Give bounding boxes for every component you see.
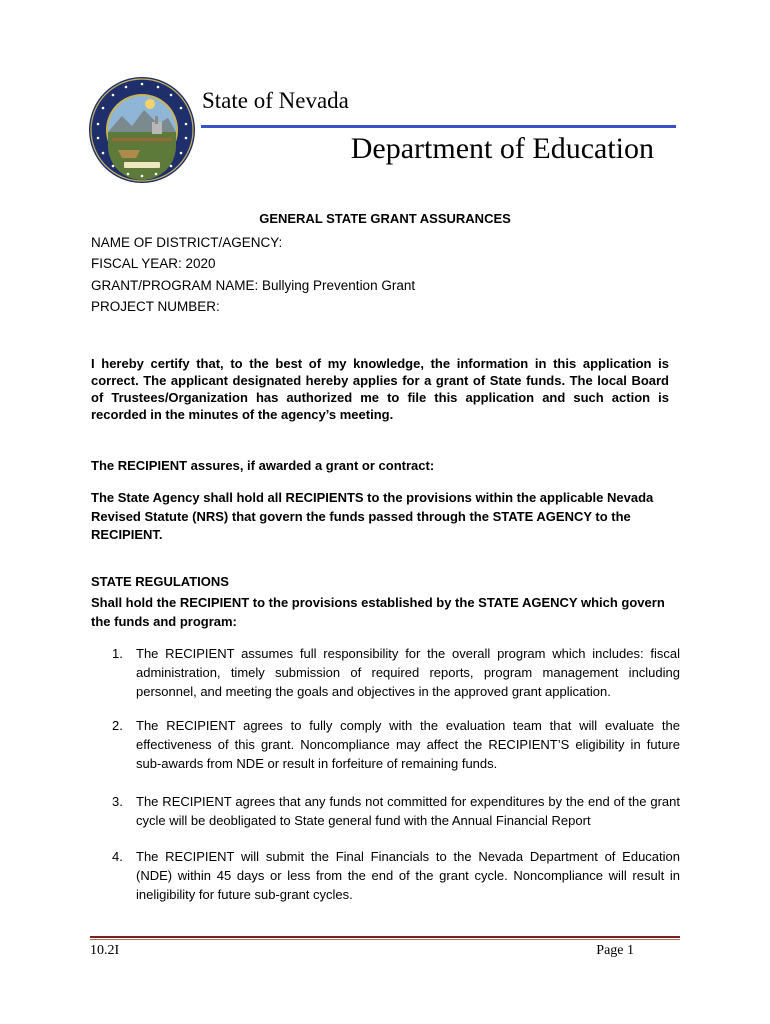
district-agency-field: NAME OF DISTRICT/AGENCY: <box>91 235 283 250</box>
header-rule <box>201 125 676 128</box>
list-item-number: 2. <box>112 718 123 733</box>
list-item <box>112 792 680 830</box>
agency-statement: The State Agency shall hold all RECIPIENTS to the provisions within the applicable Nevada Revised Statute (NRS) that govern the funds passed through the STATE AGENCY to the RECIPIENT. <box>91 490 654 542</box>
state-title: State of Nevada <box>202 88 349 113</box>
list-item-number: 1. <box>112 646 123 661</box>
certification-paragraph: I hereby certify that, to the best of my knowledge, the information in this application is correct. The applicant designated hereby applies for a grant of State funds. The local Board of Trustees/Organization has authorized me to file this application and such action is recorded in the minutes of the agency’s meeting. <box>91 356 669 422</box>
list-item-text: The RECIPIENT will submit the Final Financials to the Nevada Department of Education (NDE) within 45 days or less from the end of the grant cycle. Noncompliance will result in ineligibility for future sub-grant cycles. <box>136 849 680 902</box>
state-seal-icon <box>88 76 196 184</box>
project-number-field: PROJECT NUMBER: <box>91 299 220 314</box>
list-item <box>112 847 680 904</box>
list-item-text: The RECIPIENT assumes full responsibility for the overall program which includes: fiscal administration, timely submission of required reports, program management including personnel, and meeting the goals and objectives in the approved grant application. <box>136 646 680 699</box>
list-item-text: The RECIPIENT agrees that any funds not committed for expenditures by the end of the grant cycle will be deobligated to State general fund with the Annual Financial Report <box>136 794 680 828</box>
assurance-statement: The RECIPIENT assures, if awarded a grant or contract: <box>91 458 435 473</box>
list-item <box>112 716 680 773</box>
list-item <box>112 644 680 701</box>
document-heading: GENERAL STATE GRANT ASSURANCES <box>259 211 511 226</box>
state-regulations-intro: Shall hold the RECIPIENT to the provisions established by the STATE AGENCY which govern the funds and program: <box>91 595 665 629</box>
list-item-number: 3. <box>112 794 123 809</box>
fiscal-year-field: FISCAL YEAR: 2020 <box>91 256 216 271</box>
footer-rule-secondary <box>90 939 680 940</box>
department-title: Department of Education <box>350 132 654 165</box>
footer-rule <box>90 936 680 938</box>
page-number: Page 1 <box>596 943 634 958</box>
list-item-text: The RECIPIENT agrees to fully comply with the evaluation team that will evaluate the effectiveness of this grant. Noncompliance may affect the RECIPIENT’S eligibility in future sub-awards from NDE or result in forfeiture of remaining funds. <box>136 718 680 771</box>
footer-version: 10.2I <box>90 943 120 958</box>
program-name-field: GRANT/PROGRAM NAME: Bullying Prevention Grant <box>91 278 416 293</box>
state-regulations-heading: STATE REGULATIONS <box>91 574 229 589</box>
list-item-number: 4. <box>112 849 123 864</box>
